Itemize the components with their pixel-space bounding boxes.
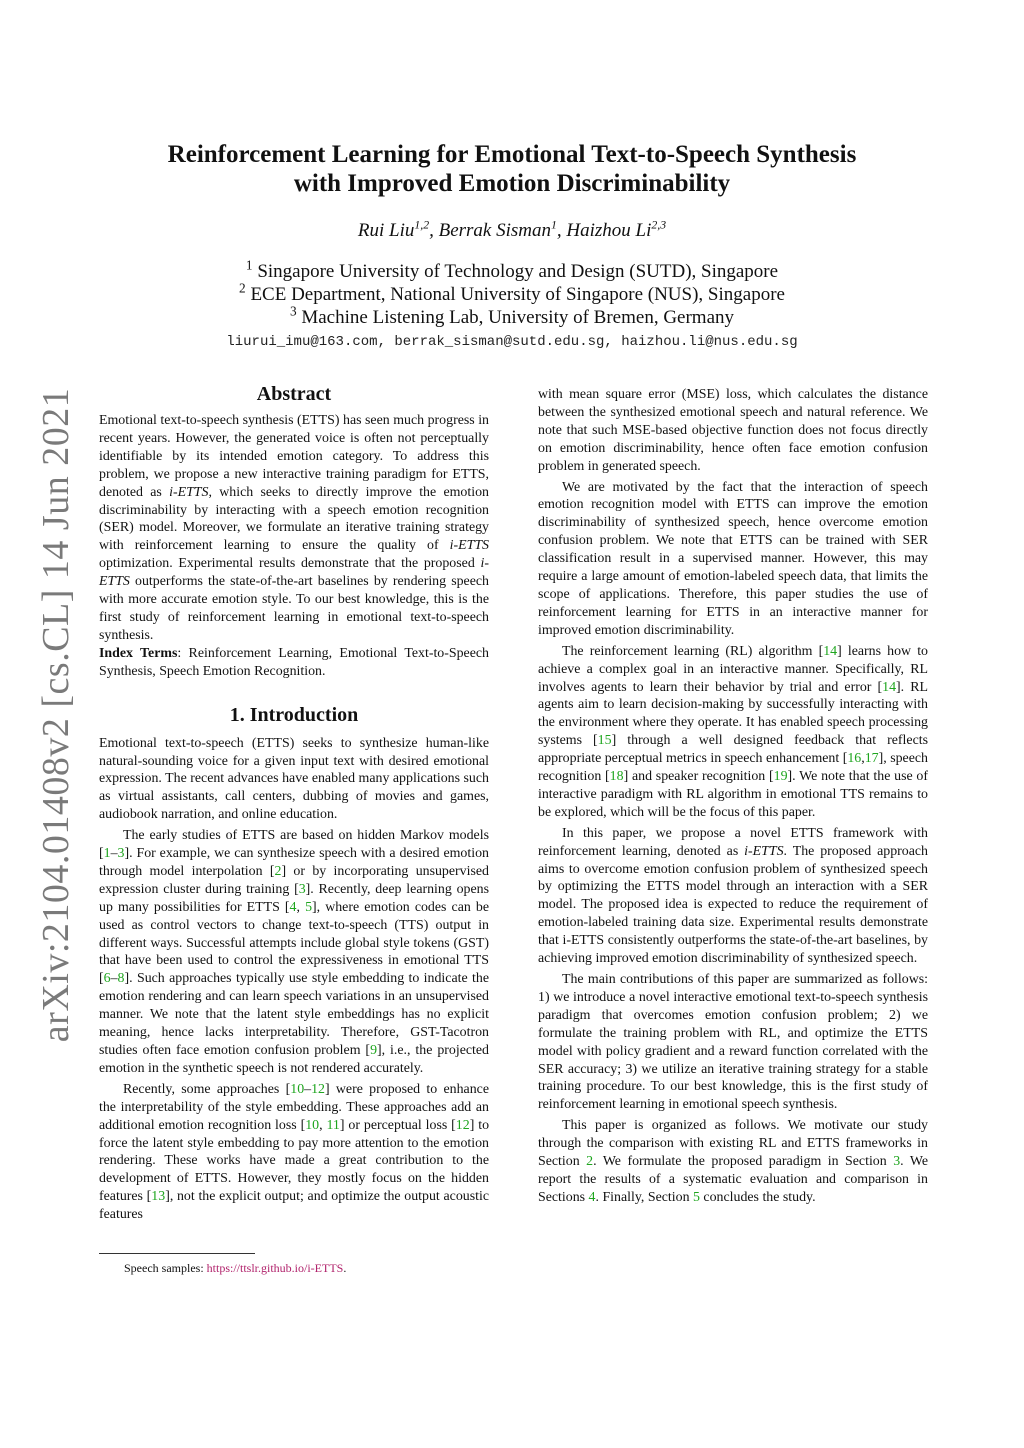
- citation-link[interactable]: 12: [311, 1081, 325, 1097]
- affiliation-list: [0, 257, 1024, 329]
- arxiv-stamp: arXiv:2104.01408v2 [cs.CL] 14 Jun 2021: [35, 387, 77, 1043]
- index-terms-text: : Reinforcement Learning, Emotional Text-to-Speech Synthesis, Speech Emotion Recognition.: [99, 645, 489, 679]
- affiliation-number: 3: [289, 303, 297, 319]
- speech-samples-link[interactable]: https://ttslr.github.io/i-ETTS: [206, 1261, 344, 1275]
- author-name: Berrak Sisman$^1$: [438, 218, 557, 241]
- body-paragraph: The main contributions of this paper are summarized as follows: 1) we introduce a novel interactive emotional text-to-speech synthesis paradigm that overcomes emotion confusion problem; 2) we formulate the training problem with RL, and optimize the ETTS model with policy gradient and a reward function correlated with the SER accuracy; 3) we utilize an iterative training strategy for a stable training procedure. To our best knowledge, this is the first study of reinforcement learning in emotional speech synthesis.: [538, 972, 928, 1113]
- body-paragraph: The reinforcement learning (RL) algorithm [14] learns how to achieve a complex goal in an interactive manner. Specifically, RL involves agents to learn their behavior by trial and error [14]. RL agents aim to learn decision-making by successfully interacting with the environment where they operate. It has enabled speech processing systems [15] through a well designed feedback that reflects appropriate perceptual metrics in speech enhancement [16,17], speech recognition [18] and speaker recognition [19]. We note that the use of interactive paradigm with RL algorithm in emotional TTS remains to be explored, which will be the focus of this paper.: [538, 643, 929, 820]
- body-paragraph: This paper is organized as follows. We motivate our study through the comparison with existing RL and ETTS frameworks in Section 2. We formulate the proposed paradigm in Section 3. We report the results of a systematic evaluation and comparison in Sections 4. Finally, Section 5 concludes the study.: [538, 1118, 929, 1205]
- body-paragraph: In this paper, we propose a novel ETTS framework with reinforcement learning, denoted as i-ETTS. The proposed approach aims to overcome emotion confusion problem of synthesized speech by optimizing the ETTS model through an interaction with a SER model. The proposed idea is expected to reduce the requirement of emotion-labeled training data size. Experimental results demonstrate that i-ETTS consistently outperforms the state-of-the-art baselines, by achieving improved emotion discriminability of synthesized speech.: [538, 825, 928, 967]
- body-paragraph: Emotional text-to-speech (ETTS) seeks to synthesize human-like natural-sounding voice for a given input text with desired emotional expression. The recent advances have enabled many applications such as virtual assistants, call centers, dubbing of movies and games, audiobook narration, and online education.: [99, 735, 489, 823]
- title-line-2: with Improved Emotion Discriminability: [293, 170, 731, 197]
- citation-link[interactable]: 17: [864, 751, 879, 767]
- citation-link[interactable]: 13: [151, 1189, 166, 1205]
- title-line-1: Reinforcement Learning for Emotional Text-to-Speech Synthesis: [167, 141, 857, 168]
- citation-link[interactable]: 3: [298, 881, 306, 897]
- author-name: Haizhou Li$^{2,3}$: [566, 218, 667, 241]
- affiliation-line: $^3$ Machine Listening Lab, University of Bremen, Germany: [289, 303, 735, 328]
- author-affiliation-mark: 1: [551, 218, 557, 232]
- affiliation-number: 1: [245, 257, 253, 273]
- affiliation-line: $^2$ ECE Department, National University of Singapore (NUS), Singapore: [239, 280, 785, 305]
- paper-title: [0, 140, 1024, 198]
- body-paragraph: The early studies of ETTS are based on hidden Markov models [1–3]. For example, we can synthesize speech with a desired emotion through model interpolation [2] or by incorporating unsupervised expression cluster during training [3]. Recently, deep learning opens up many possibilities for ETTS [4, 5], where emotion codes can be used as control vectors to change text-to-speech (TTS) output in different ways. Successful attempts include global style tokens (GST) that have been used to control the expressiveness in emotional TTS [6–8]. Such approaches typically use style embedding to indicate the emotion rendering and can learn speech variations in an unsupervised manner. We note that the latent style embeddings has no explicit meaning, hence lacks interpretability. Therefore, GST-Tacotron studies often face emotion confusion problem [9], i.e., the projected emotion in the synthetic speech is not rendered accurately.: [99, 828, 489, 1076]
- author-emails: liurui_imu@163.com, berrak_sisman@sutd.edu.sg, haizhou.li@nus.edu.sg: [226, 334, 798, 350]
- index-terms: [99, 645, 489, 681]
- citation-link[interactable]: 5: [693, 1189, 700, 1205]
- footnote-label: Speech samples:: [124, 1261, 207, 1275]
- italic-term: i-ETTS: [449, 538, 489, 554]
- introduction-heading: 1. Introduction: [229, 703, 359, 726]
- abstract-body: Emotional text-to-speech synthesis (ETTS) has seen much progress in recent years. However, the generated voice is often not perceptually identifiable by its intended emotion category. To address this problem, we propose a new interactive training paradigm for ETTS, denoted as i-ETTS, which seeks to directly improve the emotion discriminability by interacting with a speech emotion recognition (SER) model. Moreover, we formulate an iterative training strategy with reinforcement learning to ensure the quality of i-ETTS optimization. Experimental results demonstrate that the proposed i-ETTS outperforms the state-of-the-art baselines by rendering speech with more accurate emotion style. To our best knowledge, this is the first study of reinforcement learning in emotional text-to-speech synthesis.: [99, 413, 489, 643]
- citation-link[interactable]: 9: [370, 1043, 378, 1058]
- citation-link[interactable]: 11: [326, 1117, 340, 1133]
- body-paragraph: with mean square error (MSE) loss, which calculates the distance between the synthesized emotional speech and natural reference. We note that such MSE-based objective function does not focus directly on emotion discriminability, hence often face emotion confusion problem in generated speech.: [538, 387, 928, 474]
- abstract-heading: Abstract: [256, 383, 332, 405]
- citation-link[interactable]: 8: [117, 971, 125, 987]
- author-affiliation-mark: 2,3: [651, 218, 667, 232]
- italic-term: i-ETTS: [744, 843, 784, 859]
- right-column: [538, 386, 928, 1207]
- citation-link[interactable]: 2: [274, 863, 282, 879]
- citation-link[interactable]: 15: [597, 733, 612, 749]
- index-terms-label: Index Terms: [99, 645, 178, 661]
- citation-link[interactable]: 3: [117, 846, 125, 862]
- citation-link[interactable]: 14: [882, 679, 897, 695]
- intro-right-body: [538, 386, 928, 1207]
- author-affiliation-mark: 1,2: [414, 218, 430, 232]
- footnote-end: .: [343, 1261, 347, 1275]
- footnote-rule: [99, 1253, 255, 1254]
- left-column: [99, 382, 489, 1224]
- citation-link[interactable]: 2: [586, 1154, 594, 1170]
- author-name: Rui Liu$^{1,2}$: [357, 218, 430, 241]
- affiliation-line: $^1$ Singapore University of Technology and Design (SUTD), Singapore: [245, 257, 779, 282]
- italic-term: i-ETTS: [99, 556, 489, 590]
- affiliation-number: 2: [239, 280, 246, 296]
- citation-link[interactable]: 19: [773, 769, 788, 785]
- body-paragraph: We are motivated by the fact that the interaction of speech emotion recognition model with ETTS can improve the emotion discriminability of synthesized speech, hence overcome emotion confusion problem. We note that ETTS can be trained with SER classification result in a supervised manner. However, this may require a large amount of emotion-labeled speech data, that limits the scope of applications. Therefore, this paper studies the use of reinforcement learning for ETTS in an interactive manner for improved emotion discriminability.: [538, 479, 928, 638]
- citation-link[interactable]: 6: [103, 971, 111, 987]
- citation-link[interactable]: 5: [305, 899, 313, 915]
- citation-link[interactable]: 10: [305, 1117, 320, 1133]
- citation-link[interactable]: 16: [847, 751, 862, 767]
- intro-left-body: [99, 735, 489, 1224]
- citation-link[interactable]: 14: [823, 643, 838, 659]
- citation-link[interactable]: 12: [455, 1117, 470, 1133]
- citation-link[interactable]: 18: [609, 769, 624, 785]
- citation-link[interactable]: 3: [893, 1154, 901, 1170]
- citation-link[interactable]: 1: [103, 846, 111, 862]
- citation-link[interactable]: 4: [588, 1189, 596, 1205]
- body-paragraph: Recently, some approaches [10–12] were proposed to enhance the interpretability of the style embedding. These approaches add an additional emotion recognition loss [10, 11] or perceptual loss [12] to force the latent style embedding to pay more attention to the emotion rendering. These works have made a great contribution to the development of ETTS. However, they mostly focus on the hidden features [13], not the explicit output; and optimize the output acoustic features: [99, 1081, 490, 1223]
- citation-link[interactable]: 4: [289, 899, 297, 915]
- footnote: [124, 1261, 346, 1276]
- author-list: Rui Liu$^{1,2}$, Berrak Sisman$^1$, Haizhou Li$^{2,3}$: [357, 218, 667, 241]
- italic-term: i-ETTS: [169, 484, 209, 500]
- citation-link[interactable]: 10: [290, 1081, 305, 1097]
